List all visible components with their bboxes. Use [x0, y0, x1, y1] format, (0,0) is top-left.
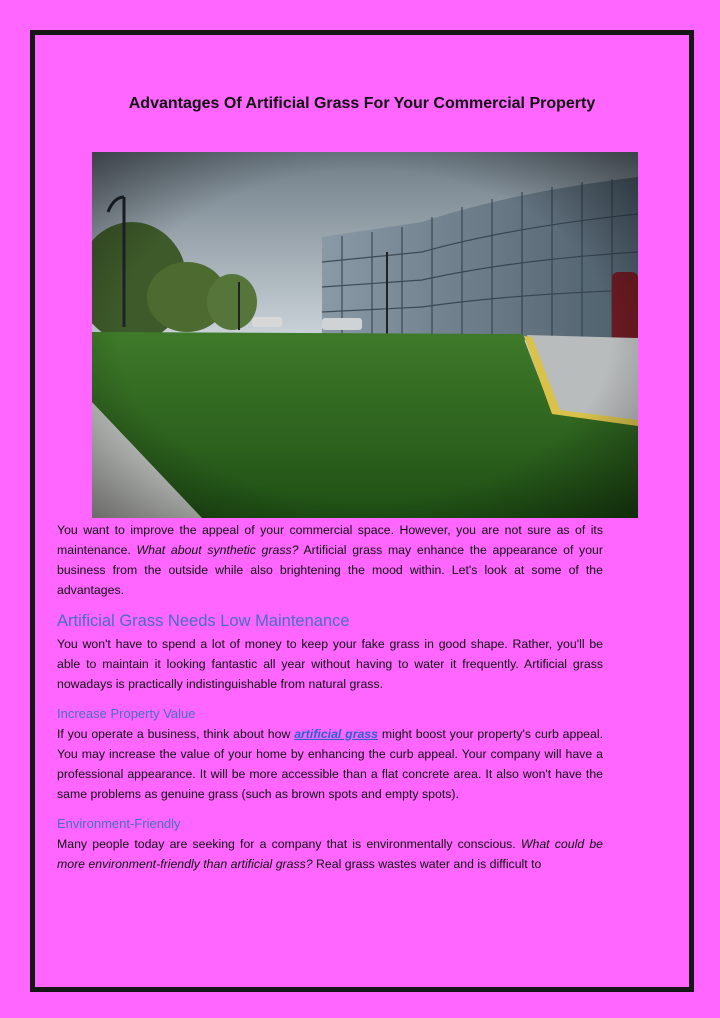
intro-paragraph [57, 520, 603, 600]
property-value-text-continued: might boost your property's curb appeal. You may increase the value of your home by enhancing the curb appeal. Your company will have a professional appearance. It will be more accessible than a flat concrete area. It also won't have the same problems as genuine grass (such as brown spots and empty spots). [57, 727, 603, 801]
intro-italic: What about synthetic grass? [136, 543, 299, 557]
section-paragraph-low-maintenance: You won't have to spend a lot of money to keep your fake grass in good shape. Rather, you'll be able to maintain it looking fantastic all year without having to water it frequently. Artificial grass nowadays is practically indistinguishable from natural grass. [57, 637, 603, 691]
hero-image [92, 152, 638, 518]
section-paragraph-property-value [57, 724, 603, 804]
environment-text: Many people today are seeking for a company that is environmentally conscious. [57, 837, 521, 851]
section-heading-property-value: Increase Property Value [57, 706, 196, 721]
environment-italic: What could be more environment-friendly than artificial grass? [57, 837, 603, 871]
hero-photo-illustration [92, 152, 638, 518]
artificial-grass-link[interactable]: artificial grass [294, 727, 378, 741]
section-heading-low-maintenance: Artificial Grass Needs Low Maintenance [57, 612, 350, 630]
section-paragraph-environment-friendly [57, 834, 603, 874]
environment-text-continued: Real grass wastes water and is difficult to [312, 857, 542, 871]
intro-text-continued: Artificial grass may enhance the appearance of your business from the outside while also brightening the mood within. Let's look at some of the advantages. [57, 543, 603, 597]
article-body [57, 520, 603, 884]
page-title: Advantages Of Artificial Grass For Your Commercial Property [128, 95, 596, 112]
section-heading-environment-friendly: Environment-Friendly [57, 816, 181, 831]
intro-text: You want to improve the appeal of your commercial space. However, you are not sure as of its maintenance. [57, 523, 603, 557]
property-value-text: If you operate a business, think about how [57, 727, 295, 741]
